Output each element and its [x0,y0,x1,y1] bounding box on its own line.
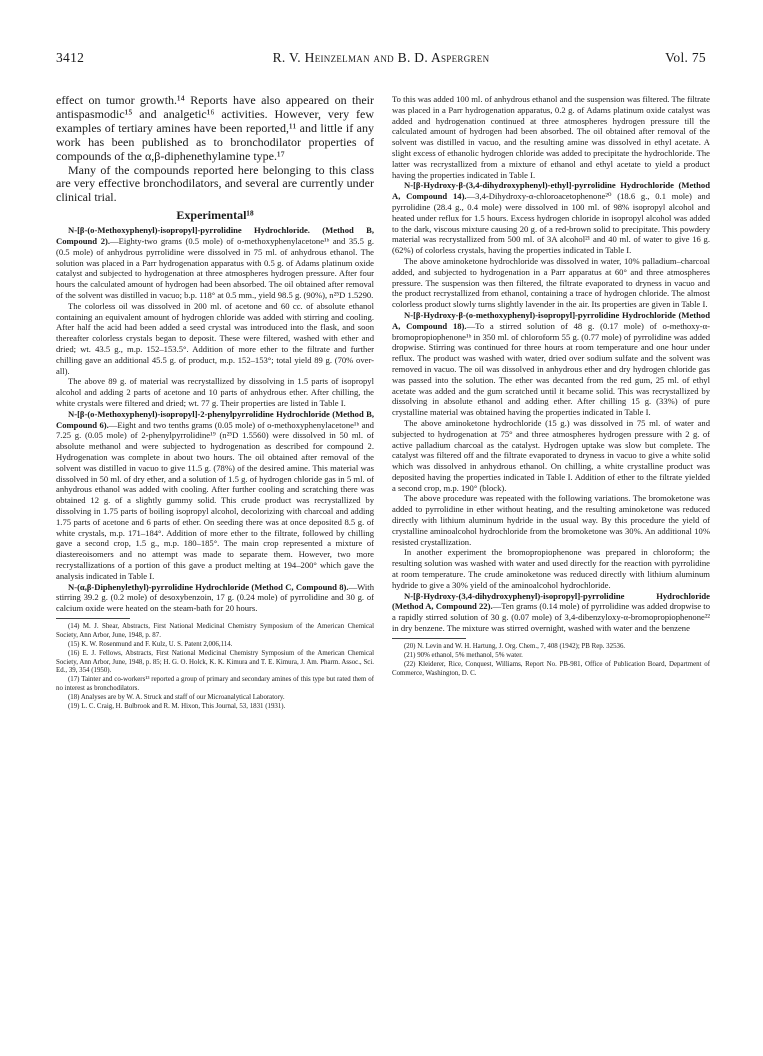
paragraph-another-experiment: In another experiment the bromopropiophenone was prepared in chloroform; the resulting solution was washed with water and used directly for the reaction with pyrrolidine at room temperature. The crude aminoketone was reduced directly with lithium aluminum hydride to give a 30% yield of the aminoalcohol hydrochloride. [392,547,710,590]
running-title: R. V. Heinzelman and B. D. Aspergren [272,50,490,65]
right-column [392,94,710,1022]
footnote-divider-right [392,638,466,639]
compound-8-title: N-(α,β-Diphenylethyl)-pyrrolidine Hydrochloride (Method C, Compound 8). [68,581,349,592]
paragraph-compound-2 [56,225,374,301]
compound-2-title: N-[β-(o-Methoxyphenyl)-isopropyl]-pyrrolidine Hydrochloride. (Method B, Compound 2). [56,225,374,247]
paragraph-compound-8 [56,582,374,614]
paragraph-recrystallization: The above 89 g. of material was recrystallized by dissolving in 1.5 parts of isopropyl alcohol and adding 2 parts of acetone and 10 parts of anhydrous ether. After chilling, the white crystals were filtered and dried; wt. 77 g. Their properties are listed in Table I. [56,376,374,408]
compound-2-body: —Eighty-two grams (0.5 mole) of o-methoxyphenylacetone¹ᵇ and 35.5 g. (0.5 mole) of anhydrous pyrrolidine were dissolved in 75 ml. of anhydrous ethanol. The solution was placed in a Parr hydrogenation apparatus with 0.5 g. of Adams platinum oxide catalyst and subjected to hydrogenation at three atmospheres hydrogen pressure. After four hours the calculated amount of hydrogen had been absorbed. The oil obtained after removal of the solvent was distilled in vacuo; b.p. 118° at 0.5 mm., yield 98.5 g. (90%), n²⁵D 1.5290. [56,236,374,301]
footnote-20: (20) N. Levin and W. H. Hartung, J. Org. Chem., 7, 408 (1942); PB Rep. 32536. [404,642,626,650]
footnote-19: (19) L. C. Craig, H. Bulbrook and R. M. Hixon, This Journal, 53, 1831 (1931). [68,703,286,711]
paragraph-crystallization: The colorless oil was dissolved in 200 ml. of acetone and 60 cc. of absolute ethanol containing an equivalent amount of hydrogen chloride was added with stirring and cooling. After half the acid had been added a seed crystal was introduced into the flask, and soon thereafter colorless crystals began to deposit. These were filtered, washed with ether and dried; wt. 43.5 g., m.p. 152–153.5°. Addition of more ether to the filtrate and further chilling gave an additional 45.5 g. of product, m.p. 152–153°; total yield 89 g. (70% over-all). [56,300,374,376]
compound-6-body: —Eight and two tenths grams (0.05 mole) of o-methoxyphenylacetone¹ᵇ and 7.25 g. (0.05 mole) of 2-phenylpyrrolidine¹⁹ (n²⁵D 1.5560) were dissolved in 50 ml. of absolute methanol and were subjected to hydrogenation as described for compound 2. Hydrogenation was complete in about two hours. The oil obtained after removal of the solvent was distilled in vacuo to give 11.5 g. (78%) of the desired amine. This material was dissolved in 50 ml. of dry ether, and a solution of 1.5 g. of hydrogen chloride gas in 5 ml. of anhydrous ethanol was added with cooling. After further cooling and scratching there was obtained 12 g. of a slightly gummy solid. This crude product was recrystallized by dissolving in 1.75 parts of boiling isopropyl alcohol, decolorizing with charcoal and adding 1.75 parts of acetone and 6 parts of ether. On seeding there was at once deposited 8.5 g. of white crystals, m.p. 171–184°. Addition of more ether to the filtrate, followed by chilling gave a second crop, 1.5 g., m.p. 180–185°. The main crop represented a mixture of diastereoisomers and no attempt was made to separate them. However, two more recrystallizations of a portion of this gave a product melting at 194–200° which gave the analysis indicated in Table I. [56,419,374,581]
paragraph-variation: The above procedure was repeated with the following variations. The bromoketone was added to pyrrolidine in ether without heating, and the resulting aminoketone was reduced directly with lithium aluminum hydride in the usual way. By this procedure the yield of crystalline aminoalcohol hydrochloride from the bromoketone was 30%. An additional 10% resisted crystallization. [392,493,710,547]
footnote-22: (22) Kleiderer, Rice, Conquest, Williams, Report No. PB-981, Office of Publication Board, Department of Commerce, Washington, D. C. [392,660,710,677]
running-header [56,50,706,66]
paragraph-compound-22 [392,591,710,634]
paragraph-hydrogenation: To this was added 100 ml. of anhydrous ethanol and the suspension was filtered. The filtrate was placed in a Parr hydrogenation apparatus, 0.2 g. of Adams platinum oxide catalyst was added and hydrogenation continued at three atmospheres hydrogen pressure till the calculated amount of hydrogen had been absorbed. The oil obtained after removal of the solvent was distilled in vacuo, and the resulting amine was dissolved in ethyl acetate. A slight excess of ethanolic hydrogen chloride was added to precipitate the hydrochloride. The latter was recrystallized from a mixture of ethanol and ethyl acetate to yield a product having the properties indicated in Table I. [392,94,710,180]
paragraph-hydrogenation-2: The above aminoketone hydrochloride (15 g.) was dissolved in 75 ml. of water and subjected to hydrogenation at 75° and three atmospheres hydrogen pressure with 2 g. of active palladium charcoal as the catalyst. Hydrogen uptake was slow but complete. The catalyst was filtered off and the filtrate evaporated to dryness in vacuo to give a white solid which was dissolved in anhydrous ethanol. On chilling, a white crystalline product was deposited having the properties indicated in Table I. Addition of ether to the filtrate yielded a second crop, m.p. 190° (block). [392,417,710,493]
footnote-divider [56,618,130,619]
paragraph-compound-6 [56,409,374,582]
page-number: 3412 [56,50,85,65]
compound-8-body: —With stirring 39.2 g. (0.2 mole) of desoxybenzoin, 17 g. (0.24 mole) of pyrrolidine and 30 g. of calcium oxide were heated on the steam-bath for 20 hours. [56,581,374,614]
compound-22-body: —Ten grams (0.14 mole) of pyrrolidine was added dropwise to a rapidly stirred solution of 30 g. (0.07 mole) of 3,4-dibenzyloxy-α-bromopropiophenone²² in dry benzene. The mixture was stirred overnight, washed with water and the benzene [392,601,710,634]
compound-14-title: N-[β-Hydroxy-β-(3,4-dihydroxyphenyl)-ethyl]-pyrrolidine Hydrochloride (Method A, Compound 14). [392,180,710,202]
compound-18-body: —To a stirred solution of 48 g. (0.17 mole) of o-methoxy-α-bromopropiophenone¹ᵇ in 350 ml. of chloroform 55 g. (0.77 mole) of pyrrolidine was added dropwise. Stirring was continued for three hours at room temperature and one hour under reflux. The product was washed with water, dried over sodium sulfate and the solvent was removed in vacuo. The oil was dissolved in anhydrous ether and dry hydrogen chloride gas was passed into the solution. The ether was decanted from the red gum, 25 ml. of ethyl acetate was added and the gum scratched until it became solid. This was recrystallized by dissolving in absolute ethanol and adding ether. After chilling 15 g. (33%) of pure crystalline material was obtained having the properties indicated in Table I. [392,320,710,418]
volume-label: Vol. 75 [665,50,706,65]
intro-paragraph-1: effect on tumor growth.¹⁴ Reports have also appeared on their antispasmodic¹⁵ and analgetic¹⁶ activities. However, very few examples of tertiary amines have been reported,¹¹ and little if any work has been published as to bronchodilator properties of compounds of the α,β-diphenethylamine type.¹⁷ [56,94,374,163]
compound-14-body: —3,4-Dihydroxy-α-chloroacetophenone²⁰ (18.6 g., 0.1 mole) and pyrrolidine (28.4 g., 0.4 mole) were dissolved in 100 ml. of 98% isopropyl alcohol and heated under reflux for 1.5 hours. Excess hydrogen chloride in isopropyl alcohol was added to the dark, viscous mixture causing 20 g. of a red-brown solid to precipitate. This powdery material was recrystallized from 500 ml. of 3A alcohol²¹ and 40 ml. of water to give 16 g. (62%) of colorless crystals, having the properties indicated in Table I. [392,191,710,256]
compound-22-title: N-[β-Hydroxy-(3,4-dihydroxyphenyl)-isopropyl]-pyrrolidine Hydrochloride (Method A, Compound 22). [392,590,710,612]
paragraph-compound-14 [392,180,710,256]
footnote-18: (18) Analyses are by W. A. Struck and staff of our Microanalytical Laboratory. [68,694,285,702]
compound-18-title: N-[β-Hydroxy-β-(o-methoxyphenyl)-isopropyl]-pyrrolidine Hydrochloride (Method A, Compound 18). [392,309,710,331]
footnote-21: (21) 90% ethanol, 5% methanol, 5% water. [404,651,523,659]
footnote-14: (14) M. J. Shear, Abstracts, First National Medicinal Chemistry Symposium of the American Chemical Society, Ann Arbor, June, 1948, p. 87. [56,622,374,639]
footnote-15: (15) K. W. Rosenmund and F. Kulz, U. S. Patent 2,006,114. [68,640,233,648]
left-column [56,94,374,1022]
paragraph-aminoketone-reduction: The above aminoketone hydrochloride was dissolved in water, 10% palladium–charcoal added, and subjected to hydrogenation in a Parr apparatus at 60° and three atmospheres pressure. The suspension was then filtered, the filtrate evaporated to dryness in vacuo and the product recrystallized from ethanol, containing a trace of hydrogen chloride. The almost colorless product slowly turns slightly lavender in the air. Its properties are given in Table I. [392,255,710,310]
compound-6-title: N-[β-(o-Methoxyphenyl)-isopropyl]-2-phenylpyrrolidine Hydrochloride (Method B, Compound 6). [56,408,374,430]
experimental-heading: Experimental¹⁸ [176,208,254,223]
intro-paragraph-2: Many of the compounds reported here belonging to this class are very effective bronchodilators, and several are currently under clinical trial. [56,162,374,205]
paragraph-compound-18 [392,310,710,418]
footnote-17: (17) Tainter and co-workers¹³ reported a group of primary and secondary amines of this type but rated them of no interest as bronchodilators. [56,676,374,693]
footnote-16: (16) E. J. Fellows, Abstracts, First National Medicinal Chemistry Symposium of the American Chemical Society, Ann Arbor, June, 1948, p. 85; H. G. O. Holck, K. K. Kimura and T. E. Kimura, J. Am. Pharm. Assoc., Sci. Ed., 39, 354 (1950). [56,649,374,675]
